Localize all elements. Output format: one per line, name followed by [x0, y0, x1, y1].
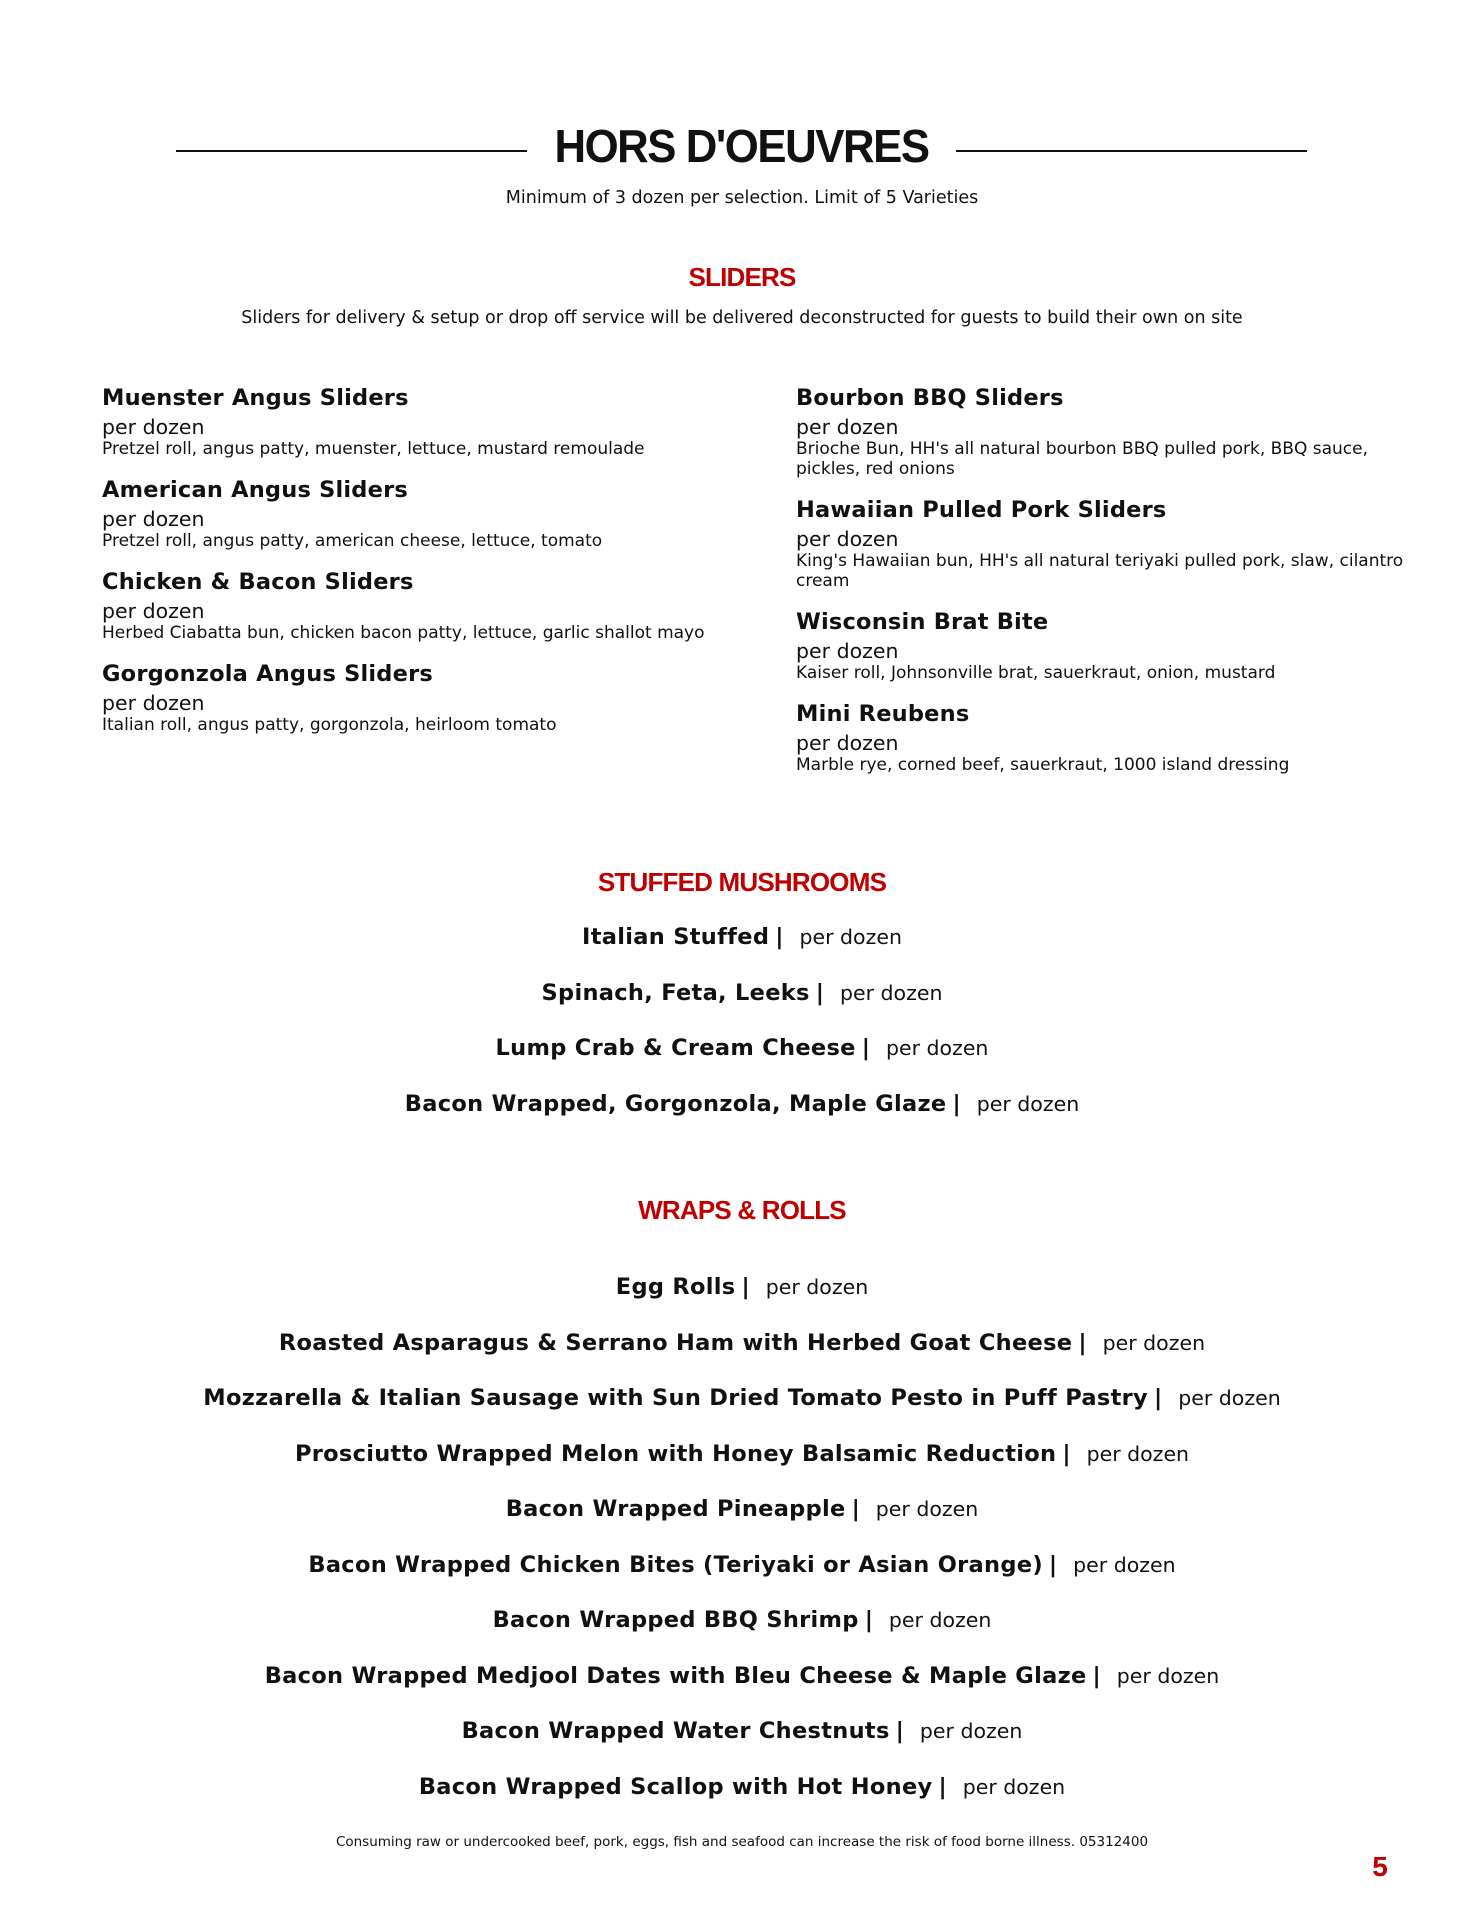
- item-separator: |: [1062, 1440, 1071, 1467]
- item-price: per dozen: [1073, 1552, 1176, 1577]
- item-description: Marble rye, corned beef, sauerkraut, 1000 island dressing: [796, 755, 1290, 775]
- item-name: Bourbon BBQ Sliders: [796, 385, 1064, 411]
- item-name: Hawaiian Pulled Pork Sliders: [796, 497, 1167, 523]
- item-name: Mozzarella & Italian Sausage with Sun Dried Tomato Pesto in Puff Pastry: [203, 1385, 1148, 1411]
- item-name: Bacon Wrapped Scallop with Hot Honey: [418, 1773, 933, 1800]
- item-name: Bacon Wrapped Pineapple: [505, 1496, 846, 1522]
- sliders-heading: SLIDERS: [688, 262, 796, 292]
- item-separator: |: [1092, 1662, 1101, 1689]
- item-price: per dozen: [796, 527, 899, 551]
- item-price: per dozen: [885, 1036, 989, 1060]
- menu-item: [796, 699, 1436, 775]
- item-price: per dozen: [102, 599, 205, 623]
- list-item: [0, 1771, 1484, 1827]
- item-separator: |: [952, 1090, 961, 1117]
- item-price: per dozen: [919, 1719, 1023, 1743]
- item-separator: |: [938, 1773, 947, 1800]
- item-name: Wisconsin Brat Bite: [796, 609, 1049, 635]
- mushrooms-heading: STUFFED MUSHROOMS: [597, 867, 887, 897]
- item-name: Spinach, Feta, Leeks: [541, 979, 810, 1006]
- item-price: per dozen: [796, 731, 899, 755]
- wraps-list: [0, 1271, 1484, 1826]
- item-separator: |: [895, 1718, 904, 1744]
- list-item: [0, 1660, 1484, 1716]
- item-price: per dozen: [962, 1774, 1066, 1799]
- item-separator: |: [861, 1035, 870, 1061]
- item-price: per dozen: [102, 507, 205, 531]
- item-price: per dozen: [102, 415, 205, 439]
- list-item: [0, 1271, 1484, 1327]
- item-separator: |: [815, 979, 824, 1006]
- item-price: per dozen: [875, 1497, 979, 1521]
- page-title-row: [0, 118, 1484, 174]
- item-price: per dozen: [102, 691, 205, 715]
- sliders-note: Sliders for delivery & setup or drop off service will be delivered deconstructed for guests to build their own on site: [241, 308, 1243, 328]
- item-name: Bacon Wrapped BBQ Shrimp: [492, 1607, 859, 1633]
- menu-item: [796, 607, 1436, 683]
- item-price: per dozen: [1116, 1663, 1220, 1688]
- item-separator: |: [864, 1607, 873, 1633]
- item-price: per dozen: [765, 1275, 869, 1299]
- list-item: [0, 1438, 1484, 1494]
- item-name: Lump Crab & Cream Cheese: [495, 1035, 856, 1061]
- menu-item: [102, 475, 722, 551]
- list-item: [0, 1382, 1484, 1438]
- sliders-left-column: [102, 383, 722, 751]
- item-name: Chicken & Bacon Sliders: [102, 569, 414, 595]
- item-separator: |: [1154, 1385, 1163, 1411]
- item-price: per dozen: [839, 980, 943, 1005]
- item-description: Kaiser roll, Johnsonville brat, sauerkraut, onion, mustard: [796, 663, 1276, 683]
- item-name: Mini Reubens: [796, 701, 970, 727]
- item-price: per dozen: [799, 925, 902, 949]
- list-item: [0, 1549, 1484, 1605]
- item-name: American Angus Sliders: [102, 477, 408, 503]
- item-name: Muenster Angus Sliders: [102, 385, 409, 411]
- list-item: [0, 1604, 1484, 1660]
- wraps-heading: WRAPS & ROLLS: [638, 1195, 846, 1225]
- item-price: per dozen: [888, 1608, 992, 1632]
- menu-item: [102, 659, 722, 735]
- list-item: [0, 977, 1484, 1033]
- item-description: Brioche Bun, HH's all natural bourbon BBQ pulled pork, BBQ sauce, pickles, red onions: [796, 439, 1369, 479]
- item-name: Bacon Wrapped, Gorgonzola, Maple Glaze: [404, 1090, 947, 1117]
- list-item: [0, 1032, 1484, 1088]
- menu-item: [102, 567, 722, 643]
- list-item: [0, 1327, 1484, 1383]
- item-description: King's Hawaiian bun, HH's all natural teriyaki pulled pork, slaw, cilantro cream: [796, 551, 1404, 591]
- item-price: per dozen: [1086, 1441, 1190, 1466]
- item-name: Bacon Wrapped Water Chestnuts: [461, 1718, 890, 1744]
- sliders-right-column: [796, 383, 1436, 791]
- menu-item: [102, 383, 722, 459]
- list-item: [0, 1715, 1484, 1771]
- item-name: Bacon Wrapped Medjool Dates with Bleu Cheese & Maple Glaze: [264, 1662, 1087, 1689]
- item-price: per dozen: [976, 1091, 1080, 1116]
- item-name: Italian Stuffed: [582, 924, 770, 950]
- list-item: [0, 1088, 1484, 1144]
- item-separator: |: [851, 1496, 860, 1522]
- food-safety-disclaimer: Consuming raw or undercooked beef, pork, eggs, fish and seafood can increase the risk of food borne illness. 05312400: [335, 1834, 1149, 1850]
- item-price: per dozen: [1178, 1386, 1281, 1410]
- item-price: per dozen: [796, 415, 899, 439]
- page-number: 5: [1372, 1851, 1388, 1882]
- item-separator: |: [1048, 1551, 1058, 1578]
- item-name: Gorgonzola Angus Sliders: [102, 661, 433, 687]
- item-name: Egg Rolls: [615, 1274, 736, 1300]
- page-subtitle: Minimum of 3 dozen per selection. Limit of 5 Varieties: [505, 188, 979, 208]
- item-separator: |: [775, 924, 784, 950]
- menu-item: [796, 383, 1436, 479]
- list-item: [0, 921, 1484, 977]
- item-description: Pretzel roll, angus patty, american cheese, lettuce, tomato: [102, 531, 603, 551]
- item-name: Roasted Asparagus & Serrano Ham with Herbed Goat Cheese: [278, 1329, 1073, 1356]
- menu-item: [796, 495, 1436, 591]
- title-rule-right: [956, 150, 1307, 152]
- item-separator: |: [741, 1274, 750, 1300]
- page-title: HORS D'OEUVRES: [554, 120, 929, 172]
- item-separator: |: [1078, 1329, 1087, 1356]
- list-item: [0, 1493, 1484, 1549]
- title-rule-left: [176, 150, 527, 152]
- item-name: Bacon Wrapped Chicken Bites (Teriyaki or Asian Orange): [308, 1551, 1043, 1578]
- item-description: Herbed Ciabatta bun, chicken bacon patty, lettuce, garlic shallot mayo: [102, 623, 705, 643]
- item-name: Prosciutto Wrapped Melon with Honey Balsamic Reduction: [294, 1440, 1057, 1467]
- item-price: per dozen: [1102, 1330, 1206, 1355]
- item-description: Italian roll, angus patty, gorgonzola, heirloom tomato: [102, 715, 557, 735]
- item-description: Pretzel roll, angus patty, muenster, lettuce, mustard remoulade: [102, 439, 645, 459]
- mushrooms-list: [0, 921, 1484, 1143]
- item-price: per dozen: [796, 639, 899, 663]
